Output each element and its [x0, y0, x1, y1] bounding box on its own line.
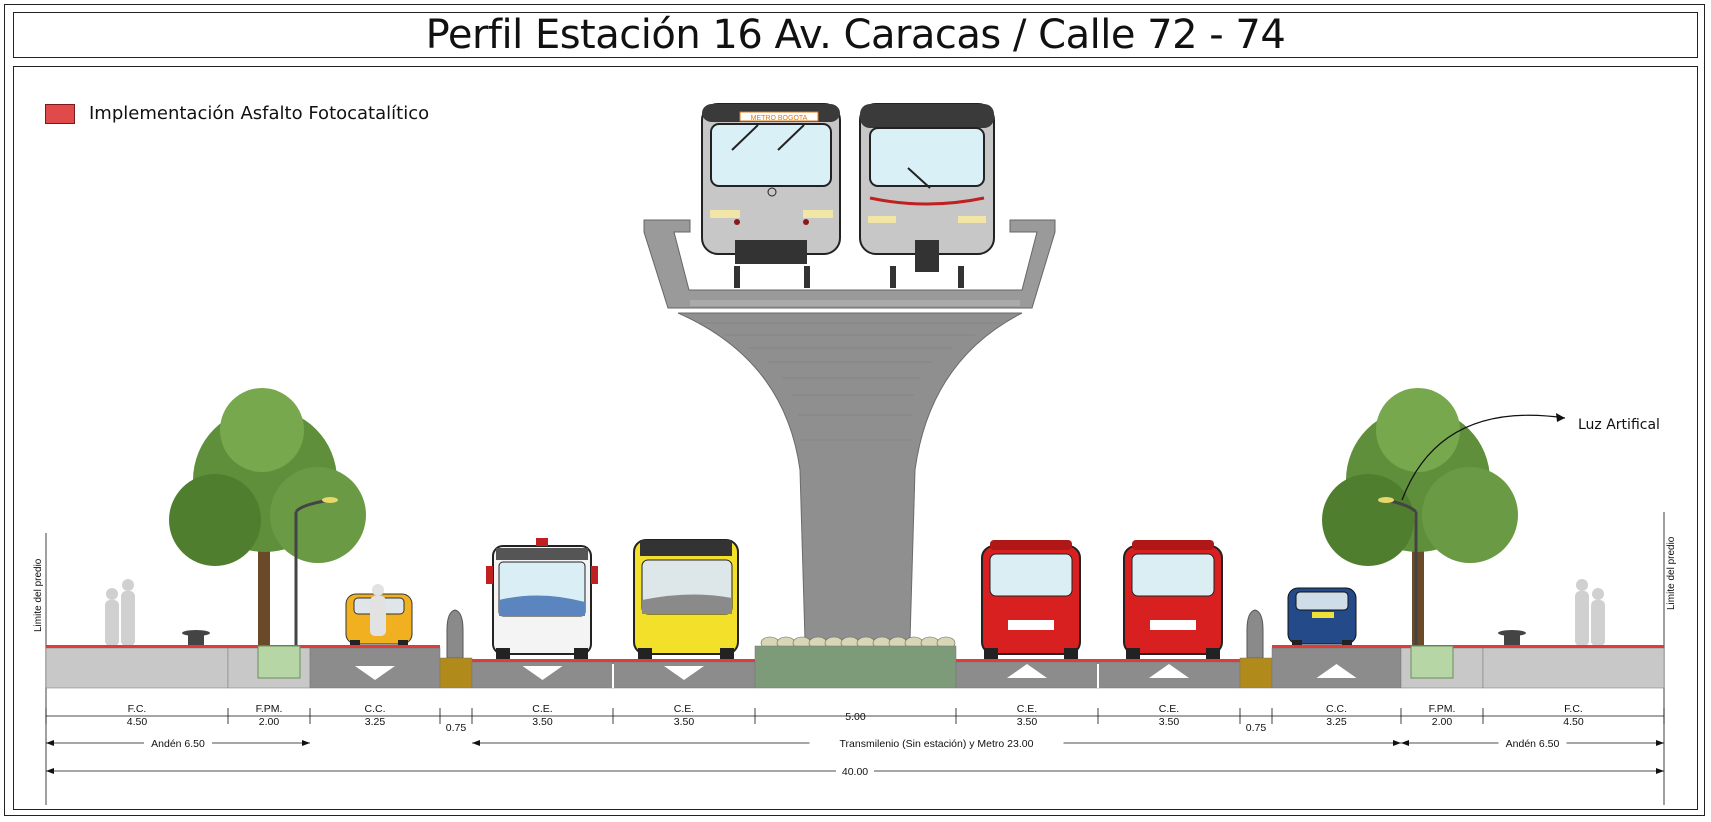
- dimension-chain: [46, 703, 1664, 778]
- anden-left-arrow-start: [46, 740, 54, 746]
- taxi-car: [346, 584, 412, 650]
- photocatalytic-asphalt-strip: [1098, 659, 1240, 662]
- photocatalytic-asphalt-strip: [46, 645, 228, 648]
- segment-code: C.E.: [1016, 703, 1038, 715]
- anden-right-arrow-start: [1401, 740, 1409, 746]
- train-sign-left: METRO BOGOTA: [750, 115, 808, 122]
- segment-code: C.C.: [364, 703, 386, 715]
- limite-predio-left: Limite del predio: [33, 558, 44, 632]
- segment-code: C.E.: [532, 703, 553, 715]
- legend-label: Implementación Asfalto Fotocatalítico: [89, 103, 430, 124]
- segment-width: 3.25: [1326, 716, 1347, 728]
- segment-width: 0.75: [445, 722, 467, 734]
- road-segment: [46, 648, 228, 688]
- photocatalytic-asphalt-strip: [472, 659, 613, 662]
- segment-code: F.C.: [1564, 703, 1583, 715]
- bollard-right: [1247, 610, 1263, 658]
- road-surface: [46, 645, 1664, 688]
- segment-width: 3.50: [1016, 716, 1038, 728]
- anden-left-arrow-end: [302, 740, 310, 746]
- photocatalytic-asphalt-strip: [613, 659, 755, 662]
- transmilenio-total-arrow-end: [1393, 740, 1401, 746]
- segment-width: 4.50: [126, 716, 148, 728]
- segment-code: C.E.: [673, 703, 695, 715]
- photocatalytic-asphalt-strip: [1483, 645, 1664, 648]
- segment-width: 3.25: [364, 716, 386, 728]
- tree-planter-right: [1411, 646, 1453, 678]
- limite-predio-right: Limite del predio: [1666, 536, 1677, 610]
- photocatalytic-asphalt-strip: [1272, 645, 1401, 648]
- road-segment: [1240, 658, 1272, 688]
- luz-arrow-head: [1556, 413, 1565, 422]
- segment-width: 4.50: [1563, 716, 1584, 728]
- segment-code: C.C.: [1326, 703, 1347, 715]
- tree-left: [169, 388, 366, 648]
- anden-right-label: Andén 6.50: [1505, 738, 1560, 750]
- pedestrians-left: [105, 579, 135, 646]
- segment-code: C.E.: [1158, 703, 1180, 715]
- segment-width: 5.00: [845, 711, 866, 723]
- segment-code: F.PM.: [1428, 703, 1456, 715]
- total-width-arrow-start: [46, 768, 54, 774]
- pedestrians-right: [1575, 579, 1605, 646]
- total-width-label: 40.00: [841, 766, 869, 778]
- segment-width: 3.50: [1158, 716, 1180, 728]
- transmilenio-total-label: Transmilenio (Sin estación) y Metro 23.00: [839, 738, 1034, 750]
- bus-yellow: [634, 540, 738, 660]
- metro-train-right: [860, 104, 994, 288]
- luz-artificial-label: Luz Artifical: [1578, 417, 1660, 433]
- photocatalytic-asphalt-strip: [956, 659, 1098, 662]
- bus-red-1: [982, 540, 1080, 660]
- bus-white: [486, 538, 598, 660]
- road-segment: [440, 658, 472, 688]
- blue-car: [1288, 588, 1356, 650]
- segment-width: 2.00: [1431, 716, 1453, 728]
- anden-right-arrow-end: [1656, 740, 1664, 746]
- road-segment: [755, 646, 956, 688]
- tree-planter-left: [258, 646, 300, 678]
- transmilenio-total-arrow-start: [472, 740, 480, 746]
- segment-width: 0.75: [1245, 722, 1267, 734]
- page-title: Perfil Estación 16 Av. Caracas / Calle 72 - 74: [425, 12, 1286, 58]
- bench-right: [1498, 630, 1526, 645]
- bollard-left: [447, 610, 463, 658]
- photocatalytic-asphalt-strip: [310, 645, 440, 648]
- metro-train-left: [702, 104, 840, 288]
- bench-left: [182, 630, 210, 645]
- deck-slab: [690, 300, 1020, 306]
- segment-width: 2.00: [258, 716, 280, 728]
- segment-width: 3.50: [532, 716, 553, 728]
- road-segment: [1483, 648, 1664, 688]
- segment-width: 3.50: [673, 716, 695, 728]
- bus-red-2: [1124, 540, 1222, 660]
- segment-code: F.PM.: [255, 703, 283, 715]
- segment-code: F.C.: [127, 703, 147, 715]
- anden-left-label: Andén 6.50: [151, 738, 205, 750]
- total-width-arrow-end: [1656, 768, 1664, 774]
